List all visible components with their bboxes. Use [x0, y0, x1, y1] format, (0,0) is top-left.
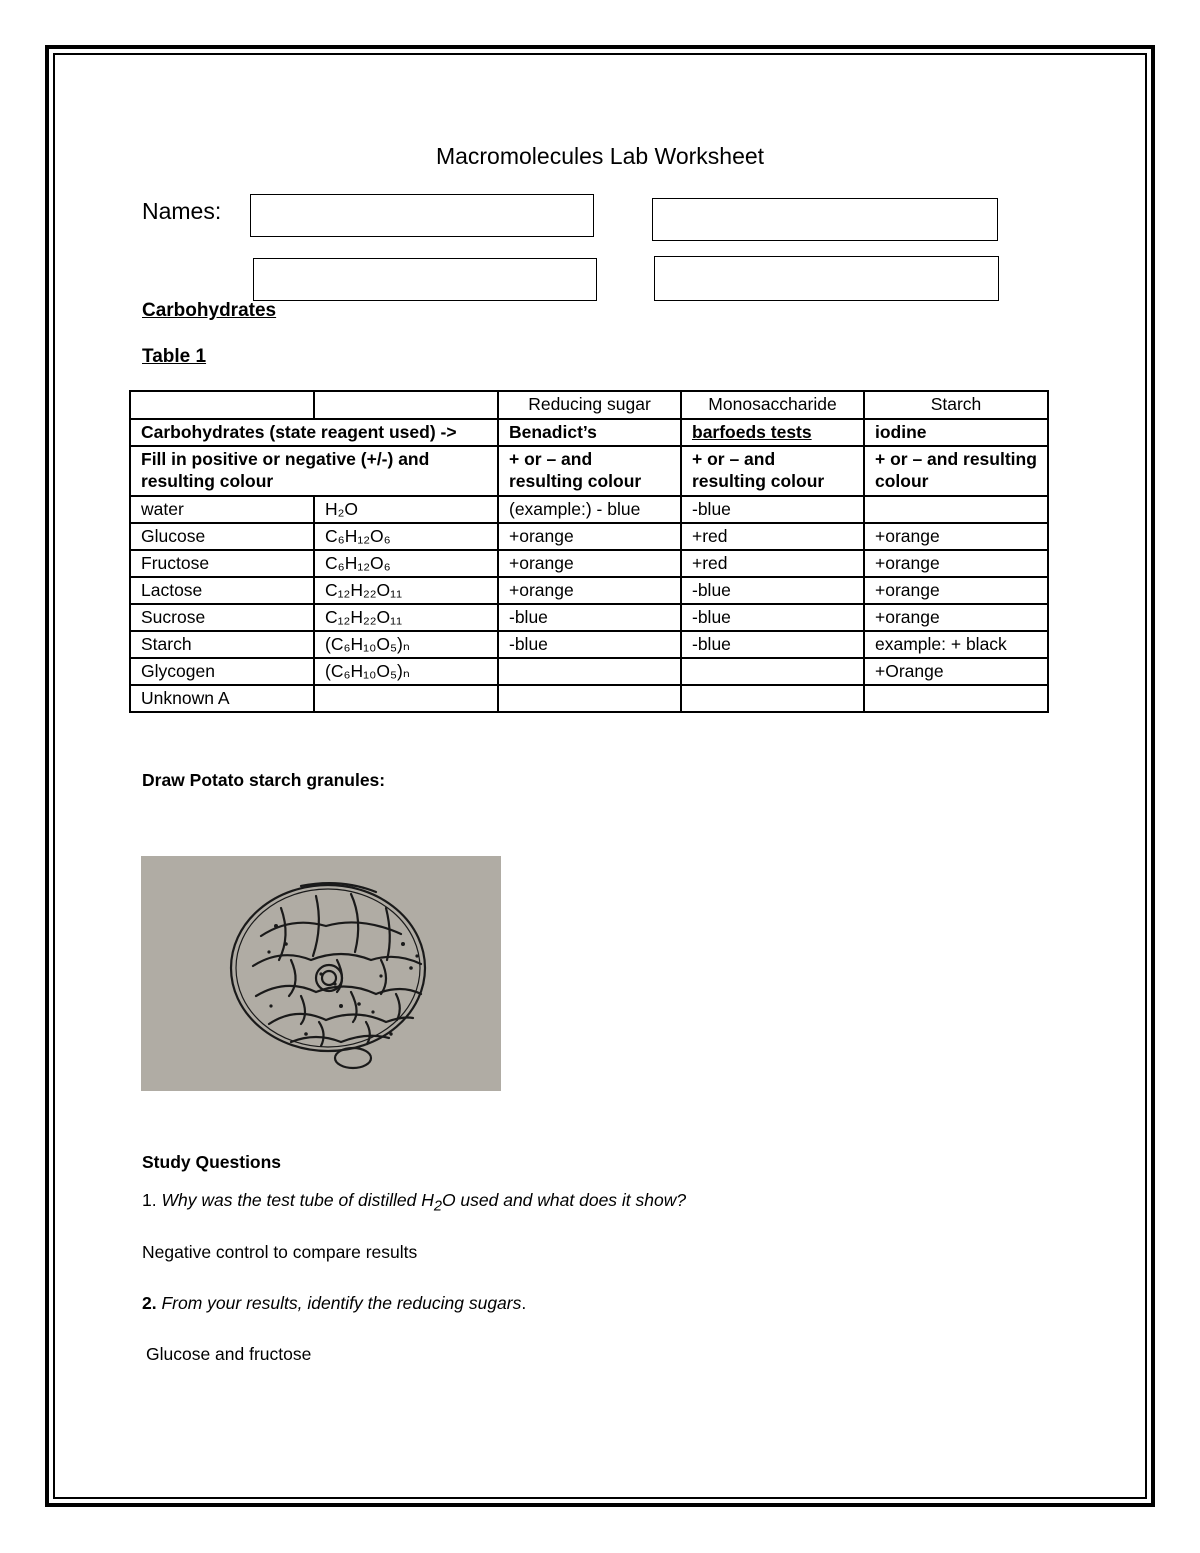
row-formula: C₁₂H₂₂O₁₁ [314, 604, 498, 631]
question-2 [142, 1293, 526, 1314]
reagent-row-label: Carbohydrates (state reagent used) -> [130, 419, 498, 446]
answer-1[interactable]: Negative control to compare results [142, 1242, 418, 1262]
answer-2[interactable]: Glucose and fructose [146, 1344, 312, 1364]
row-formula: C₆H₁₂O₆ [314, 550, 498, 577]
reagent-barfoed: barfoeds tests [681, 419, 864, 446]
instruction-cell: + or – and resulting colour [864, 446, 1048, 496]
row-reducing[interactable]: +orange [498, 523, 681, 550]
reagent-benedict: Benadict’s [498, 419, 681, 446]
table-row [130, 577, 1048, 604]
section-heading: Carbohydrates [142, 300, 277, 321]
starch-granule-sketch [141, 856, 501, 1091]
row-reducing[interactable]: -blue [498, 604, 681, 631]
row-starch[interactable]: +orange [864, 523, 1048, 550]
row-reducing[interactable] [498, 658, 681, 685]
row-mono[interactable]: +red [681, 550, 864, 577]
row-mono[interactable]: -blue [681, 604, 864, 631]
reagent-iodine: iodine [864, 419, 1048, 446]
row-starch[interactable]: example: + black [864, 631, 1048, 658]
row-mono[interactable]: -blue [681, 631, 864, 658]
row-mono[interactable] [681, 658, 864, 685]
row-formula [314, 685, 498, 712]
header-cell [314, 391, 498, 419]
name-input-1[interactable] [250, 194, 594, 237]
row-starch[interactable] [864, 496, 1048, 523]
question-2-number: 2. [142, 1293, 157, 1313]
study-questions-heading: Study Questions [142, 1152, 282, 1172]
row-starch[interactable] [864, 685, 1048, 712]
row-name: water [130, 496, 314, 523]
row-formula: (C₆H₁₀O₅)ₙ [314, 631, 498, 658]
table-row [130, 631, 1048, 658]
row-starch[interactable]: +orange [864, 550, 1048, 577]
draw-label: Draw Potato starch granules: [142, 770, 386, 790]
row-reducing[interactable]: +orange [498, 577, 681, 604]
table-row [130, 685, 1048, 712]
header-monosaccharide: Monosaccharide [681, 391, 864, 419]
row-starch[interactable]: +orange [864, 604, 1048, 631]
page-title: Macromolecules Lab Worksheet [435, 143, 765, 169]
question-1-text-start: Why was the test tube of distilled H [161, 1190, 434, 1210]
table-row [130, 523, 1048, 550]
row-name: Unknown A [130, 685, 314, 712]
row-name: Starch [130, 631, 314, 658]
row-starch[interactable]: +Orange [864, 658, 1048, 685]
row-reducing[interactable]: -blue [498, 631, 681, 658]
row-reducing[interactable]: +orange [498, 550, 681, 577]
row-name: Glycogen [130, 658, 314, 685]
row-mono[interactable]: +red [681, 523, 864, 550]
question-1-text [161, 1190, 687, 1215]
row-starch[interactable]: +orange [864, 577, 1048, 604]
row-formula: H₂O [314, 496, 498, 523]
reagent-row [130, 419, 1048, 446]
row-reducing[interactable]: (example:) - blue [498, 496, 681, 523]
table-label: Table 1 [142, 346, 207, 367]
question-1 [142, 1190, 686, 1215]
row-formula: (C₆H₁₀O₅)ₙ [314, 658, 498, 685]
row-formula: C₁₂H₂₂O₁₁ [314, 577, 498, 604]
table-row [130, 658, 1048, 685]
row-name: Lactose [130, 577, 314, 604]
row-mono[interactable]: -blue [681, 496, 864, 523]
row-formula: C₆H₁₂O₆ [314, 523, 498, 550]
names-label: Names: [142, 198, 222, 224]
table-row [130, 604, 1048, 631]
table-row [130, 550, 1048, 577]
instruction-row [130, 446, 1048, 496]
row-name: Glucose [130, 523, 314, 550]
starch-granule-drawing [141, 856, 501, 1091]
table-header-row [130, 391, 1048, 419]
name-input-4[interactable] [654, 256, 999, 301]
row-name: Sucrose [130, 604, 314, 631]
instruction-label: Fill in positive or negative (+/-) and resulting colour [130, 446, 498, 496]
question-2-period: . [521, 1293, 527, 1313]
row-reducing[interactable] [498, 685, 681, 712]
header-reducing-sugar: Reducing sugar [498, 391, 681, 419]
instruction-cell: + or – and resulting colour [681, 446, 864, 496]
instruction-cell: + or – and resulting colour [498, 446, 681, 496]
row-name: Fructose [130, 550, 314, 577]
header-starch: Starch [864, 391, 1048, 419]
row-mono[interactable] [681, 685, 864, 712]
question-2-text: From your results, identify the reducing sugars [161, 1293, 522, 1313]
header-cell [130, 391, 314, 419]
question-1-subscript: 2 [433, 1198, 442, 1215]
question-1-number: 1. [142, 1190, 157, 1210]
question-1-text-end: O used and what does it show? [441, 1190, 687, 1210]
name-input-3[interactable] [253, 258, 597, 301]
row-mono[interactable]: -blue [681, 577, 864, 604]
table-row [130, 496, 1048, 523]
name-input-2[interactable] [652, 198, 998, 241]
carbohydrate-table [129, 390, 1049, 713]
